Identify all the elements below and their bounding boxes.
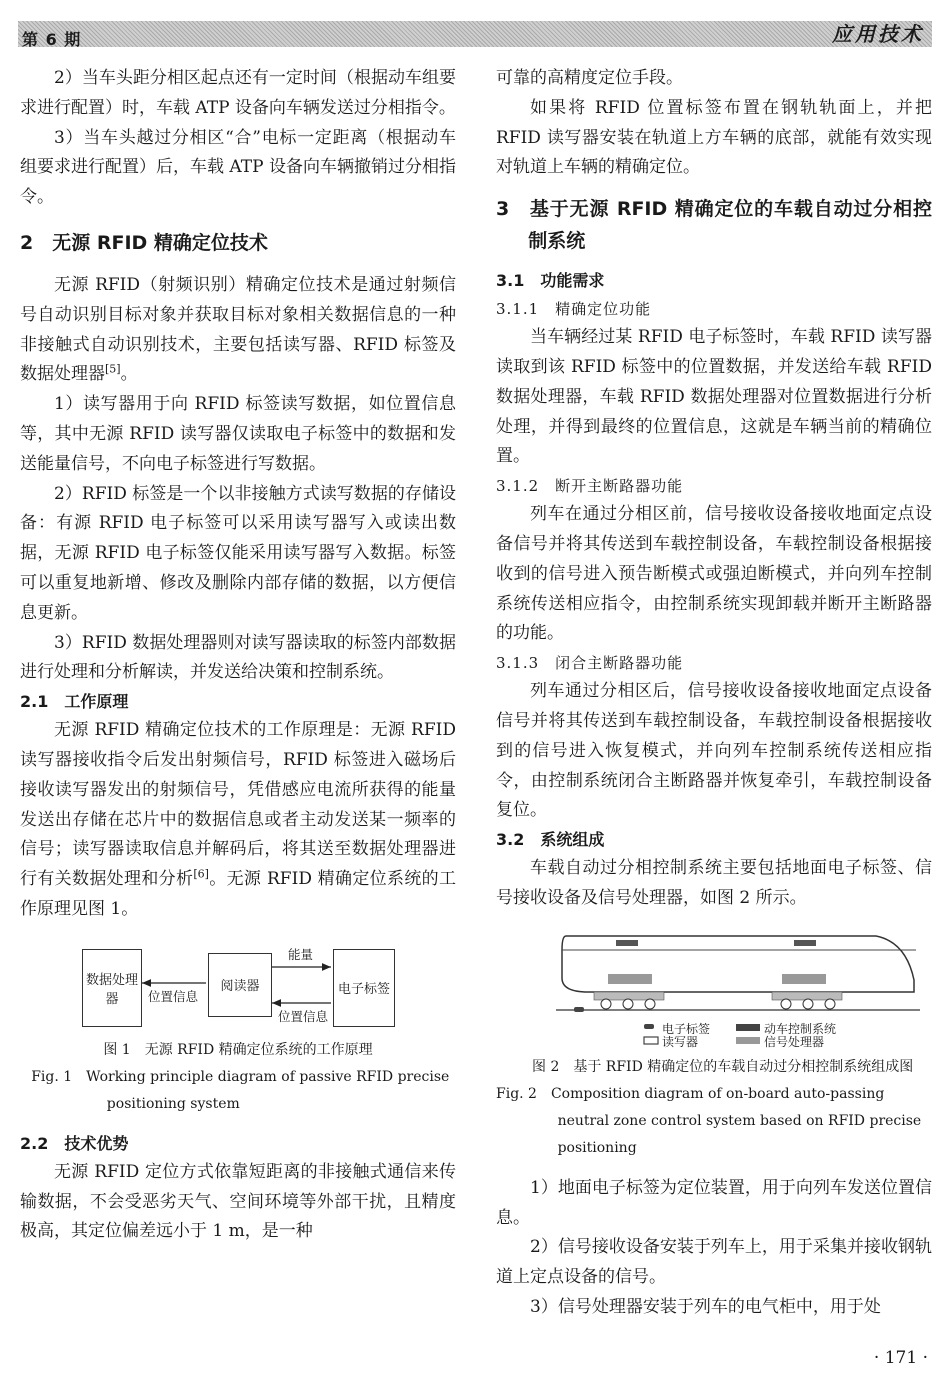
section-heading-2: 2 无源 RFID 精确定位技术 xyxy=(20,231,268,254)
figure-1-diagram xyxy=(20,939,456,1035)
paragraph: 当车辆经过某 RFID 电子标签时，车载 RFID 读写器读取到该 RFID 标签中的位置数据，并发送给车载 RFID 数据处理器，车载 RFID 数据处理器对位置数据进行分析处理，并得到最终的位置信息，这就是车辆当前的精确位置。 xyxy=(496,327,932,467)
running-header-bar xyxy=(18,21,932,47)
section-heading-2-1: 2.1 工作原理 xyxy=(20,692,129,712)
page-number: · 171 · xyxy=(873,1348,928,1368)
data-processor-box: 数据处理器 xyxy=(82,949,142,1027)
paragraph: 3）RFID 数据处理器则对读写器读取的标签内部数据进行处理和分析解读，并发送给决策和控制系统。 xyxy=(20,632,456,683)
paragraph: 1）读写器用于向 RFID 标签读写数据，如位置信息等，其中无源 RFID 读写器仅读取电子标签中的数据和发送能量信号，不向电子标签进行写数据。 xyxy=(20,394,456,474)
position-info-label: 位置信息 xyxy=(278,1008,329,1024)
paragraph: 无源 RFID（射频识别）精确定位技术是通过射频信号自动识别目标对象并获取目标对象相关数据信息的一种非接触式自动识别技术，主要包括读写器、RFID 标签及数据处理器[5]。 xyxy=(20,274,456,385)
paragraph: 如果将 RFID 位置标签布置在钢轨轨面上，并把 RFID 读写器安装在轨道上方车辆的底部，就能有效实现对轨道上车辆的精确定位。 xyxy=(496,97,932,178)
figure-2-caption-en: Fig. 2 Composition diagram of on-board auto-passing neutral zone control system based on RFID precise positioning xyxy=(496,1085,922,1156)
train-illustration xyxy=(496,920,932,1050)
section-heading-3-2: 3.2 系统组成 xyxy=(496,830,605,850)
section-heading-3: 3 基于无源 RFID 精确定位的车载自动过分相控制系统 xyxy=(496,198,932,253)
reader-box: 阅读器 xyxy=(208,953,272,1017)
figure-1-caption-cn: 图 1 无源 RFID 精确定位系统的工作原理 xyxy=(103,1041,373,1058)
paragraph: 1）地面电子标签为定位装置，用于向列车发送位置信息。 xyxy=(496,1177,932,1228)
journal-section-name: 应用技术 xyxy=(832,22,924,46)
section-heading-3-1-1: 3.1.1 精确定位功能 xyxy=(496,300,652,319)
paragraph: 可靠的高精度定位手段。 xyxy=(496,68,683,88)
citation: [6] xyxy=(193,867,209,881)
paragraph: 2）信号接收设备安装于列车上，用于采集并接收钢轨道上定点设备的信号。 xyxy=(496,1237,932,1288)
figure-1-caption-en: Fig. 1 Working principle diagram of passive RFID precise positioning system xyxy=(31,1068,450,1112)
paragraph: 2）当车头距分相区起点还有一定时间（根据动车组要求进行配置）时，车载 ATP 设备向车辆发送过分相指令。 xyxy=(20,68,456,118)
paragraph: 无源 RFID 精确定位技术的工作原理是：无源 RFID 读写器接收指令后发出射频信号，RFID 标签进入磁场后接收读写器发出的射频信号，凭借感应电流所获得的能量发送出存储在芯片中的数据信息或者主动发送某一频率的信号；读写器读取信息并解码后，将其送至数据处理器进行有关数据处理和分析[6]。无源 RFID 精确定位系统的工作原理见图 1。 xyxy=(20,720,457,919)
figure-2-caption-cn: 图 2 基于 RFID 精确定位的车载自动过分相控制系统组成图 xyxy=(532,1058,914,1075)
section-heading-3-1-3: 3.1.3 闭合主断路器功能 xyxy=(496,654,684,673)
paragraph: 无源 RFID 定位方式依靠短距离的非接触式通信来传输数据，不会受恶劣天气、空间环境等外部干扰，且精度极高，其定位偏差远小于 1 m，是一种 xyxy=(20,1161,456,1242)
paragraph: 2）RFID 标签是一个以非接触方式读写数据的存储设备：有源 RFID 电子标签可以采用读写器写入或读出数据，无源 RFID 电子标签仅能采用读写器写入数据。标签可以重复地新增、修改及删除内部存储的数据，以方便信息更新。 xyxy=(20,483,456,623)
issue-number: 第 6 期 xyxy=(22,30,82,49)
position-info-label: 位置信息 xyxy=(148,988,199,1004)
electronic-tag-box: 电子标签 xyxy=(333,949,395,1027)
legend-control-system: 动车控制系统 xyxy=(764,1021,837,1036)
paragraph: 3）信号处理器安装于列车的电气柜中，用于处 xyxy=(530,1296,881,1317)
left-column xyxy=(20,64,456,1247)
paragraph: 列车通过分相区后，信号接收设备接收地面定点设备信号并将其传送到车载控制设备，车载控制设备根据接收到的信号进入恢复模式，并向列车控制系统传送相应指令，由控制系统闭合主断路器并恢复牵引，车载控制设备复位。 xyxy=(496,681,932,821)
citation: [5] xyxy=(105,362,121,376)
paragraph: 3）当车头越过分相区“合”电标一定距离（根据动车组要求进行配置）后，车载 ATP 设备向车辆撤销过分相指令。 xyxy=(20,127,456,208)
section-heading-2-2: 2.2 技术优势 xyxy=(20,1133,129,1153)
figure-2-diagram xyxy=(496,920,932,1050)
section-heading-3-1-2: 3.1.2 断开主断路器功能 xyxy=(496,477,684,496)
right-column xyxy=(496,64,932,1323)
figure-1-arrows xyxy=(20,939,456,1035)
legend-signal-processor: 信号处理器 xyxy=(764,1034,825,1049)
legend-electronic-tag: 电子标签 xyxy=(662,1021,711,1036)
legend-reader: 读写器 xyxy=(662,1034,699,1049)
section-heading-3-1: 3.1 功能需求 xyxy=(496,271,605,291)
paragraph: 列车在通过分相区前，信号接收设备接收地面定点设备信号并将其传送到车载控制设备，车载控制设备根据接收到的信号进入预告断模式或强迫断模式，并向列车控制系统传送相应指令，由控制系统实现卸载并断开主断路器的功能。 xyxy=(496,504,932,644)
paragraph: 车载自动过分相控制系统主要包括地面电子标签、信号接收设备及信号处理器，如图 2 所示。 xyxy=(496,858,932,908)
energy-label: 能量 xyxy=(288,946,314,962)
